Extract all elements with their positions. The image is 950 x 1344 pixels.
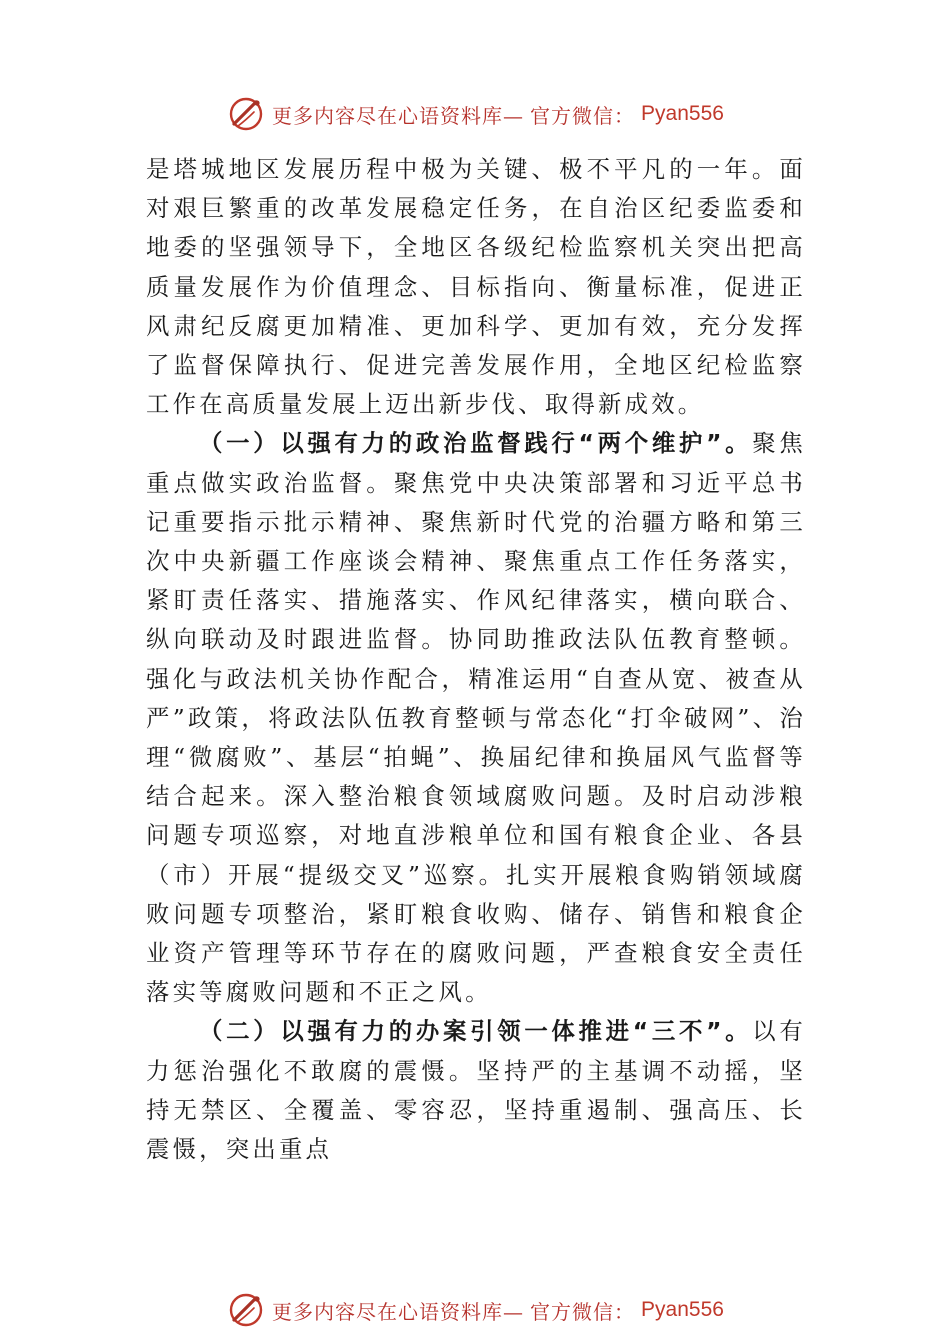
watermark-wechat-label: 官方微信： [530,103,636,128]
watermark-wechat-label: 官方微信： [530,1299,636,1324]
watermark-text: 更多内容尽在心语资料库— [272,103,525,128]
paragraph-text: 是塔城地区发展历程中极为关键、极不平凡的一年。面对艰巨繁重的改革发展稳定任务，在自治区纪委监委和地委的坚强领导下，全地区各级纪检监察机关突出把高质量发展作为价值理念、目标指向、衡量标准，促进正风肃纪反腐更加精准、更加科学、更加有效，充分发挥了监督保障执行、促进完善发展作用，全地区纪检监察工作在高质量发展上迈出新步伐、取得新成效。 [146,155,806,419]
watermark-text: 更多内容尽在心语资料库— [272,1299,525,1324]
brush-logo-icon [226,94,266,134]
brush-logo-icon [226,1290,266,1330]
watermark-wechat-id: Pyan556 [641,102,724,125]
paragraph-section-2 [146,1012,806,1169]
watermark-wechat-id: Pyan556 [641,1298,724,1321]
paragraph-text: 聚焦重点做实政治监督。聚焦党中央决策部署和习近平总书记重要指示批示精神、聚焦新时代党的治疆方略和第三次中央新疆工作座谈会精神、聚焦重点工作任务落实，紧盯责任落实、措施落实、作风纪律落实，横向联合、纵向联动及时跟进监督。协同助推政法队伍教育整顿。强化与政法机关协作配合，精准运用“自查从宽、被查从严”政策，将政法队伍教育整顿与常态化“打伞破网”、治理“微腐败”、基层“拍蝇”、换届纪律和换届风气监督等结合起来。深入整治粮食领域腐败问题。及时启动涉粮问题专项巡察，对地直涉粮单位和国有粮食企业、各县（市）开展“提级交叉”巡察。扎实开展粮食购销领域腐败问题专项整治，紧盯粮食收购、储存、销售和粮食企业资产管理等环节存在的腐败问题，严查粮食安全责任落实等腐败问题和不正之风。 [146,429,806,1007]
paragraph-intro [146,150,806,424]
section-heading: （二）以强有力的办案引领一体推进“三不”。 [199,1017,753,1046]
footer-watermark [0,1288,950,1332]
paragraph-text: 以有力惩治强化不敢腐的震慑。坚持严的主基调不动摇，坚持无禁区、全覆盖、零容忍，坚持重遏制、强高压、长震慑，突出重点 [146,1017,806,1164]
paragraph-section-1 [146,424,806,1012]
section-heading: （一）以强有力的政治监督践行“两个维护”。 [199,429,753,458]
document-body [146,150,806,1169]
header-watermark [0,92,950,136]
